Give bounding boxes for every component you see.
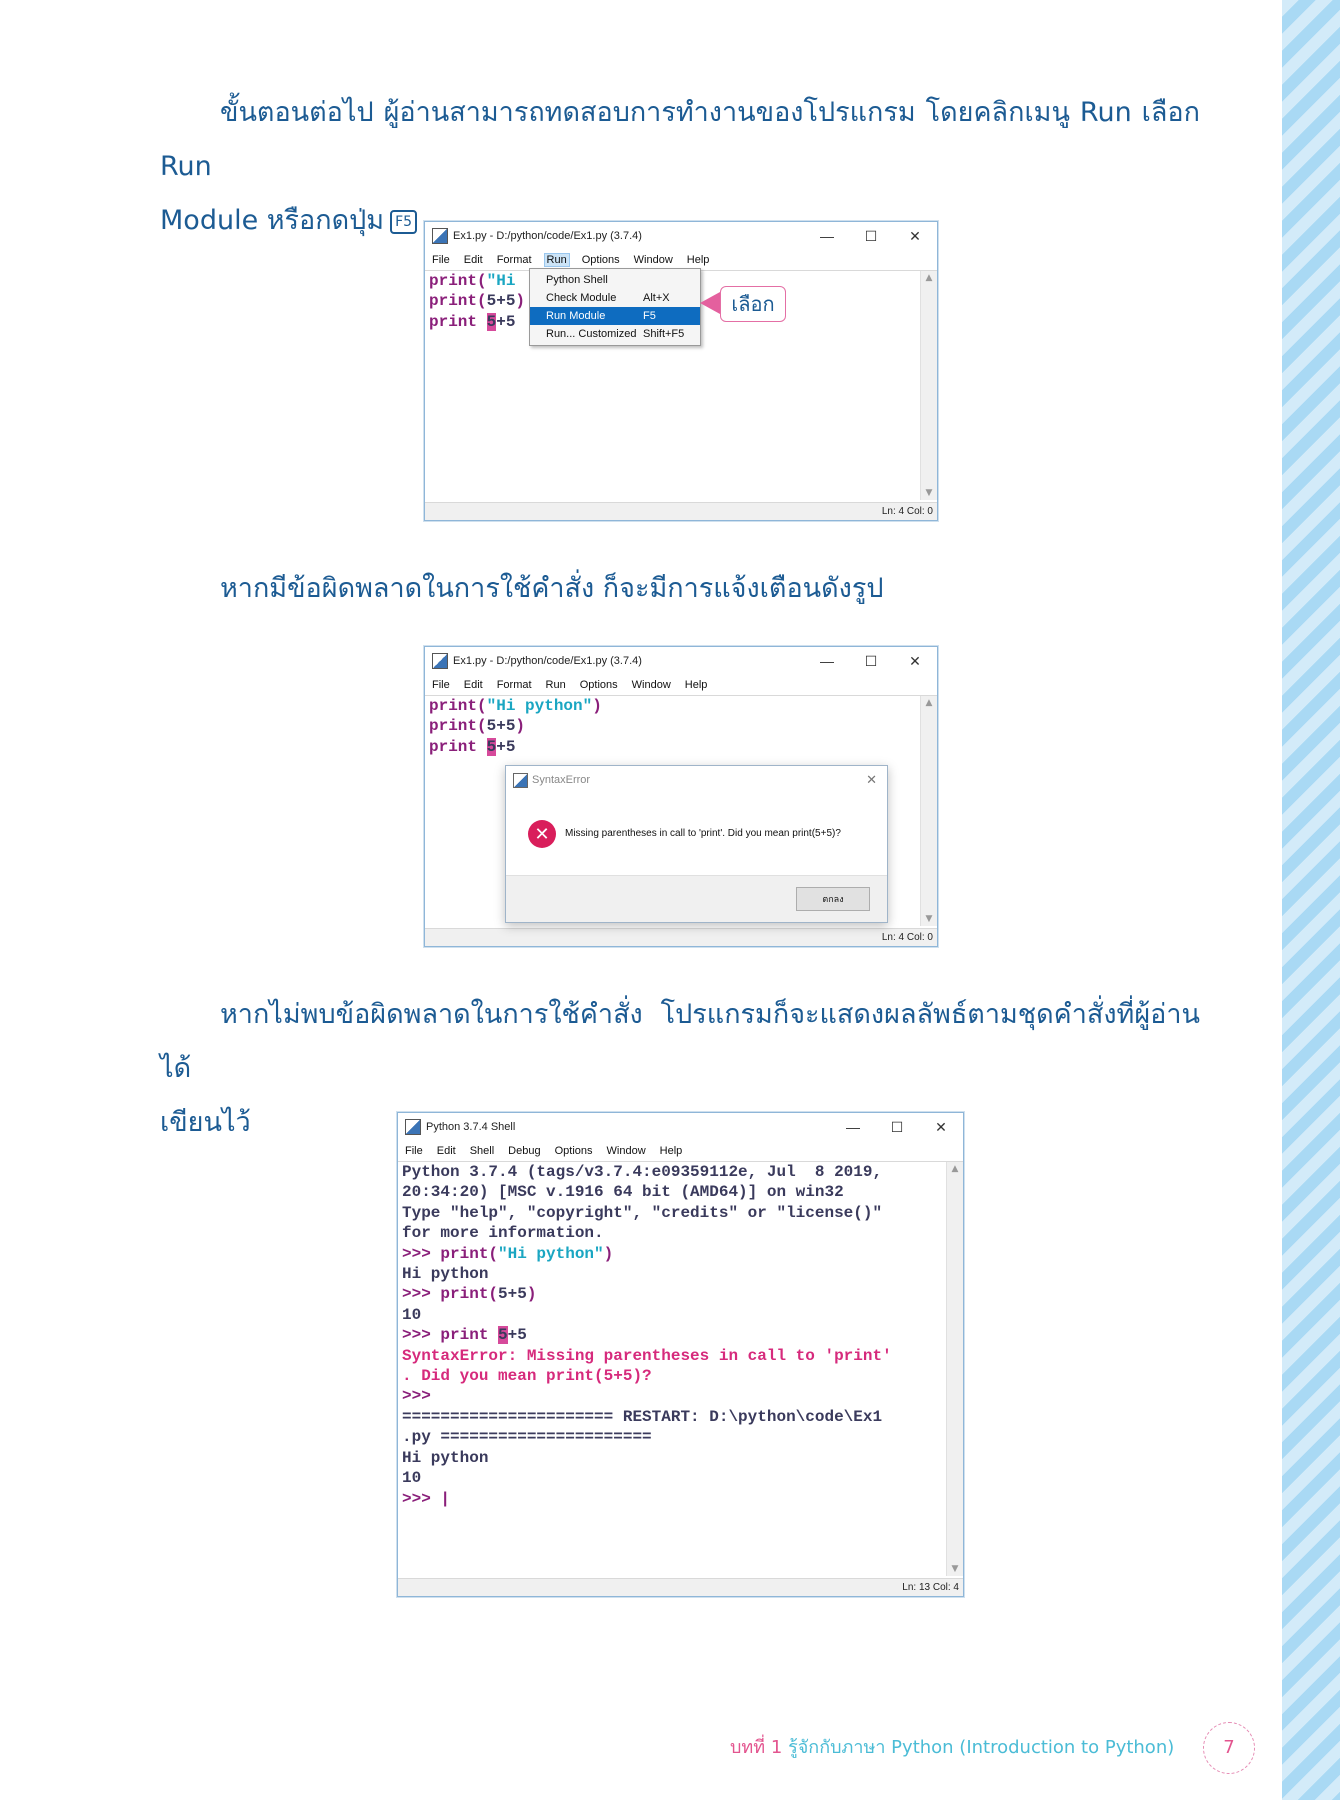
menu-item-run-module[interactable]: Run Module F5 bbox=[530, 307, 700, 325]
code-editor[interactable]: print("Hi python") print(5+5) print 5+5 bbox=[429, 697, 602, 756]
menu-run[interactable]: Run bbox=[544, 253, 570, 267]
chapter-label: บทที่ 1 bbox=[730, 1737, 783, 1758]
paragraph-text: เขียนไว้ bbox=[160, 1107, 251, 1138]
maximize-icon[interactable]: ☐ bbox=[890, 1119, 904, 1135]
menu-debug[interactable]: Debug bbox=[508, 1145, 541, 1157]
menu-help[interactable]: Help bbox=[659, 1145, 683, 1157]
paragraph-text: หากมีข้อผิดพลาดในการใช้คำสั่ง ก็จะมีการแจ้งเตือนดังรูป bbox=[220, 573, 884, 604]
paragraph-text: หากไม่พบข้อผิดพลาดในการใช้คำสั่ง โปรแกรมก็จะแสดงผลลัพธ์ตามชุดคำสั่งที่ผู้อ่านได้ bbox=[160, 999, 1200, 1084]
python-shell-icon bbox=[405, 1119, 421, 1135]
f5-keycap: F5 bbox=[390, 210, 417, 234]
menu-options[interactable]: Options bbox=[579, 679, 618, 691]
menu-edit[interactable]: Edit bbox=[436, 1145, 456, 1157]
python-file-icon bbox=[432, 653, 448, 669]
dialog-title: SyntaxError bbox=[532, 774, 591, 786]
chapter-title: รู้จักกับภาษา Python (Introduction to Python) bbox=[788, 1737, 1175, 1758]
scroll-down-icon[interactable]: ▼ bbox=[925, 914, 933, 924]
window-titlebar bbox=[425, 647, 937, 675]
paragraph-text: ขั้นตอนต่อไป ผู้อ่านสามารถทดสอบการทำงานของโปรแกรม โดยคลิกเมนู Run เลือก Run bbox=[160, 97, 1200, 182]
window-titlebar bbox=[398, 1113, 963, 1141]
select-callout: เลือก bbox=[720, 286, 786, 322]
scroll-up-icon[interactable]: ▲ bbox=[951, 1164, 959, 1174]
scroll-up-icon[interactable]: ▲ bbox=[925, 698, 933, 708]
menu-window[interactable]: Window bbox=[633, 254, 673, 266]
close-icon[interactable]: ✕ bbox=[909, 653, 921, 669]
window-titlebar bbox=[425, 222, 937, 250]
dialog-titlebar bbox=[506, 766, 887, 794]
decorative-stripe-border bbox=[1282, 0, 1340, 1800]
menu-options[interactable]: Options bbox=[581, 254, 620, 266]
close-icon[interactable]: ✕ bbox=[935, 1119, 947, 1135]
status-bar: Ln: 4 Col: 0 bbox=[425, 502, 937, 520]
window-title: Ex1.py - D:/python/code/Ex1.py (3.7.4) bbox=[453, 230, 642, 242]
minimize-icon[interactable]: — bbox=[820, 228, 834, 244]
paragraph-text: Module หรือกดปุ่ม bbox=[160, 205, 385, 236]
menu-help[interactable]: Help bbox=[684, 679, 708, 691]
page-number: 7 bbox=[1203, 1722, 1255, 1774]
menu-bar bbox=[425, 675, 937, 696]
shell-output[interactable]: Python 3.7.4 (tags/v3.7.4:e09359112e, Jul 8 2019, 20:34:20) [MSC v.1916 64 bit (AMD64)] on win32 Type "help", "copyright", "credits" or "license()" for more information. >>> print("Hi python") Hi python >>> print(5+5) 10 >>> print 5+5 SyntaxError: Missing parentheses in call to 'print' . Did you mean print(5+5)? >>> ====================== RESTART: D:\python\code\Ex1 .py ====================== Hi python 10 >>> | bbox=[402, 1163, 892, 1508]
menu-item-run-customized[interactable]: Run... Customized Shift+F5 bbox=[546, 328, 685, 340]
maximize-icon[interactable]: ☐ bbox=[864, 653, 878, 669]
scroll-up-icon[interactable]: ▲ bbox=[925, 273, 933, 283]
menu-bar bbox=[398, 1141, 963, 1162]
menu-file[interactable]: File bbox=[432, 254, 450, 266]
maximize-icon[interactable]: ☐ bbox=[864, 228, 878, 244]
menu-window[interactable]: Window bbox=[606, 1145, 646, 1157]
paragraph-error-notice bbox=[160, 562, 1200, 616]
menu-item-check-module[interactable]: Check Module Alt+X bbox=[546, 292, 670, 304]
menu-run[interactable]: Run bbox=[545, 679, 566, 691]
status-bar: Ln: 13 Col: 4 bbox=[398, 1578, 963, 1596]
menu-edit[interactable]: Edit bbox=[463, 254, 483, 266]
vertical-scrollbar[interactable] bbox=[920, 271, 937, 500]
vertical-scrollbar[interactable] bbox=[946, 1162, 963, 1576]
ok-button[interactable]: ตกลง bbox=[796, 887, 870, 911]
menu-edit[interactable]: Edit bbox=[463, 679, 483, 691]
python-file-icon bbox=[432, 228, 448, 244]
python-icon bbox=[513, 773, 528, 788]
error-icon: ✕ bbox=[528, 820, 556, 848]
page-footer bbox=[730, 1732, 1174, 1761]
code-editor[interactable]: print("Hi print(5+5) print 5+5 bbox=[429, 272, 526, 331]
menu-item-python-shell[interactable]: Python Shell bbox=[546, 274, 608, 286]
scroll-down-icon[interactable]: ▼ bbox=[925, 488, 933, 498]
menu-window[interactable]: Window bbox=[631, 679, 671, 691]
menu-shell[interactable]: Shell bbox=[469, 1145, 495, 1157]
scroll-down-icon[interactable]: ▼ bbox=[951, 1564, 959, 1574]
idle-editor-window-run-menu bbox=[424, 221, 938, 521]
run-dropdown-menu bbox=[529, 268, 701, 346]
python-shell-window bbox=[397, 1112, 964, 1597]
menu-options[interactable]: Options bbox=[554, 1145, 593, 1157]
dialog-footer bbox=[506, 875, 887, 922]
menu-format[interactable]: Format bbox=[496, 679, 532, 691]
callout-arrow-icon bbox=[700, 292, 720, 314]
menu-help[interactable]: Help bbox=[686, 254, 710, 266]
status-bar: Ln: 4 Col: 0 bbox=[425, 928, 937, 946]
menu-file[interactable]: File bbox=[432, 679, 450, 691]
error-message: Missing parentheses in call to 'print'. Did you mean print(5+5)? bbox=[565, 828, 841, 839]
menu-format[interactable]: Format bbox=[496, 254, 532, 266]
vertical-scrollbar[interactable] bbox=[920, 696, 937, 926]
minimize-icon[interactable]: — bbox=[846, 1119, 860, 1135]
syntax-error-dialog bbox=[505, 765, 888, 923]
minimize-icon[interactable]: — bbox=[820, 653, 834, 669]
dialog-close-icon[interactable]: ✕ bbox=[866, 772, 877, 787]
window-title: Python 3.7.4 Shell bbox=[426, 1121, 516, 1133]
close-icon[interactable]: ✕ bbox=[909, 228, 921, 244]
window-title: Ex1.py - D:/python/code/Ex1.py (3.7.4) bbox=[453, 655, 642, 667]
menu-file[interactable]: File bbox=[405, 1145, 423, 1157]
